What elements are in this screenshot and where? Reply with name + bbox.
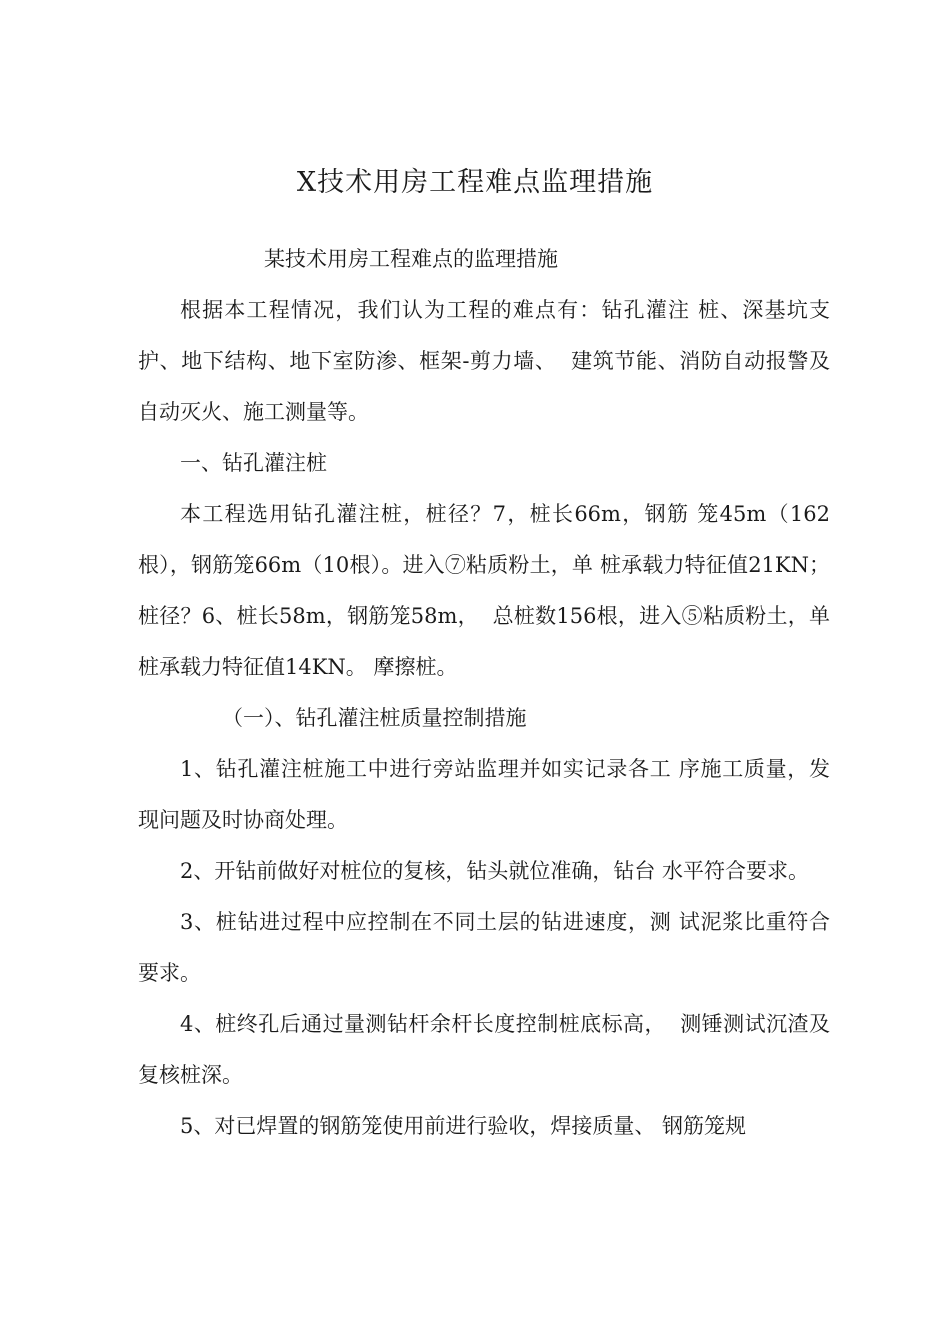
paragraph-difficulties: 根据本工程情况，我们认为工程的难点有：钻孔灌注 桩、深基坑支护、地下结构、地下室防渗、框架-剪力墙、 建筑节能、消防自动报警及自动灭火、施工测量等。 [138,298,830,424]
list-item-3: 3、桩钻进过程中应控制在不同土层的钻进速度，测 试泥浆比重符合要求。 [138,910,830,985]
list-item-2: 2、开钻前做好对桩位的复核，钻头就位准确，钻台 水平符合要求。 [180,859,810,883]
section-heading-bored-piles: 一、钻孔灌注桩 [180,451,327,475]
paragraph-pile-specs: 本工程选用钻孔灌注桩，桩径？7，桩长66m，钢筋 笼45m（162根），钢筋笼66m（10根）。进入⑦粘质粉土，单 桩承载力特征值21KN；桩径？6、桩长58m，钢筋笼58m， 总桩数156根，进入⑤粘质粉土，单桩承载力特征值14KN。 摩擦桩。 [138,502,830,679]
document-subtitle: 某技术用房工程难点的监理措施 [264,247,558,271]
list-item-1: 1、钻孔灌注桩施工中进行旁站监理并如实记录各工 序施工质量，发现问题及时协商处理。 [138,757,830,832]
subsection-heading-quality-control: （一）、钻孔灌注桩质量控制措施 [222,706,527,730]
document-body [138,234,830,1152]
list-item-5: 5、对已焊置的钢筋笼使用前进行验收，焊接质量、 钢筋笼规 [180,1114,747,1138]
document-title: X技术用房工程难点监理措施 [296,167,654,198]
list-item-4: 4、桩终孔后通过量测钻杆余杆长度控制桩底标高， 测锤测试沉渣及复核桩深。 [138,1012,830,1087]
